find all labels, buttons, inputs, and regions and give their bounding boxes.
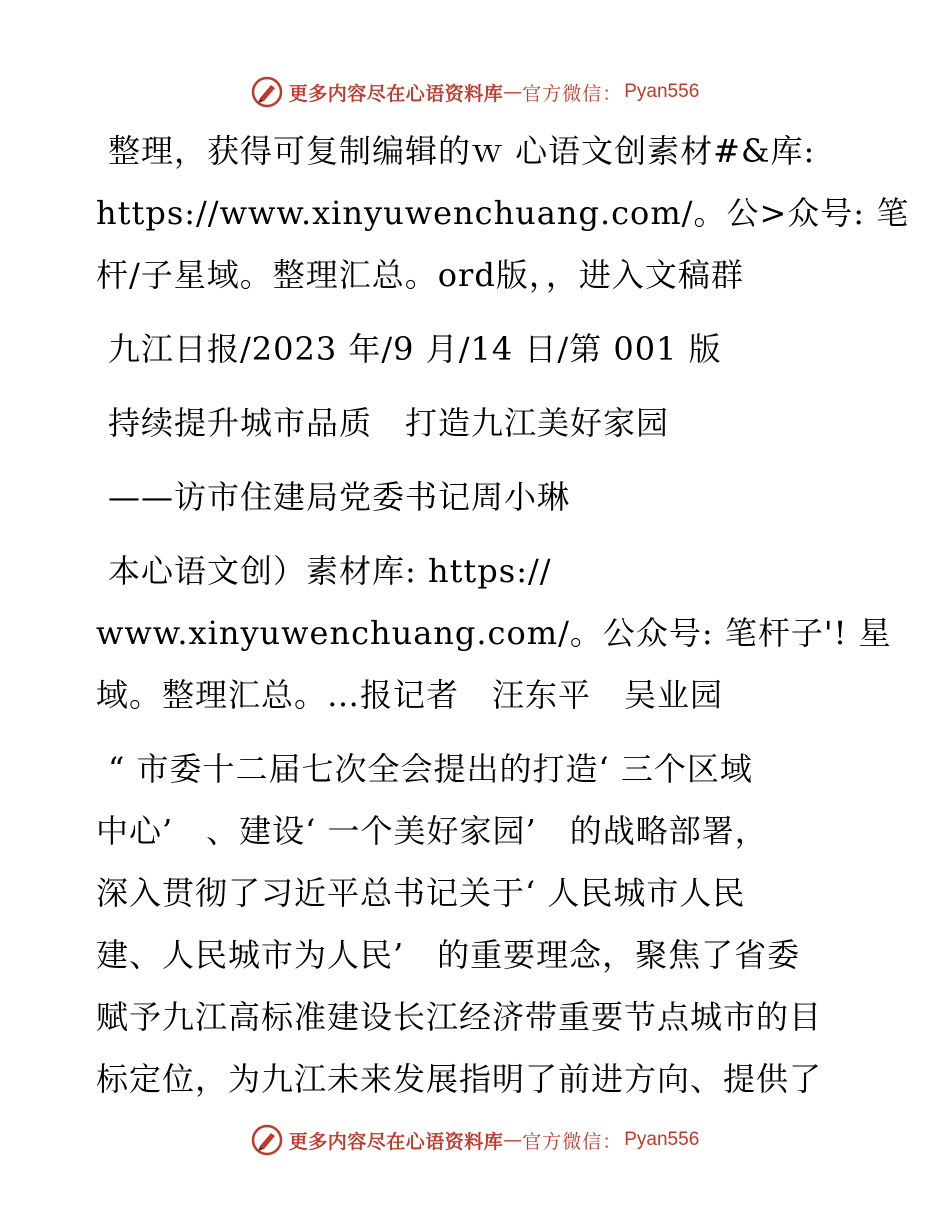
article-body: [96, 120, 910, 1110]
brand-logo-icon: [251, 1124, 283, 1156]
article-subheadline: ——访市住建局党委书记周小琳: [108, 478, 571, 516]
banner-title: 更多内容尽在心语资料库: [288, 82, 504, 105]
paragraph-line: 中心’ 、建设‘ 一个美好家园’ 的战略部署，: [96, 812, 768, 850]
banner-separator: —: [503, 1129, 523, 1151]
brand-logo-icon: [251, 76, 283, 108]
text-line: 本心语文创）素材库: https://: [108, 552, 552, 590]
text-line: 杆/子星域。整理汇总。ord版，，进入文稿群: [96, 256, 744, 294]
byline: 域。整理汇总。…报记者 汪东平 吴业园: [96, 676, 724, 714]
text-line: https://www.xinyuwenchuang.com/。公>众号: 笔: [96, 194, 910, 232]
banner-subtitle: 官方微信：: [522, 82, 623, 105]
paragraph-line: 标定位，为九江未来发展指明了前进方向、提供了: [96, 1060, 823, 1098]
banner-wechat-id: Pyan556: [624, 1129, 700, 1150]
footer-banner: [0, 1120, 950, 1160]
banner-separator: —: [503, 81, 523, 103]
text-line: 整理，获得可复制编辑的ｗ 心语文创素材#&库:: [108, 132, 816, 170]
banner-subtitle: 官方微信：: [522, 1130, 623, 1153]
paragraph-line: “ 市委十二届七次全会提出的打造‘ 三个区域: [108, 750, 753, 788]
paragraph-line: 赋予九江高标准建设长江经济带重要节点城市的目: [96, 998, 823, 1036]
paragraph-line: 建、人民城市为人民’ 的重要理念，聚焦了省委: [96, 936, 801, 974]
header-banner: [0, 72, 950, 112]
banner-title: 更多内容尽在心语资料库: [288, 1130, 504, 1153]
banner-wechat-id: Pyan556: [624, 81, 700, 102]
paragraph-line: 深入贯彻了习近平总书记关于‘ 人民城市人民: [96, 874, 746, 912]
newspaper-source-line: 九江日报/2023 年/9 月/14 日/第 001 版: [108, 330, 722, 368]
article-headline: 持续提升城市品质 打造九江美好家园: [108, 404, 670, 442]
text-line: www.xinyuwenchuang.com/。公众号: 笔杆子'! 星: [96, 614, 892, 652]
